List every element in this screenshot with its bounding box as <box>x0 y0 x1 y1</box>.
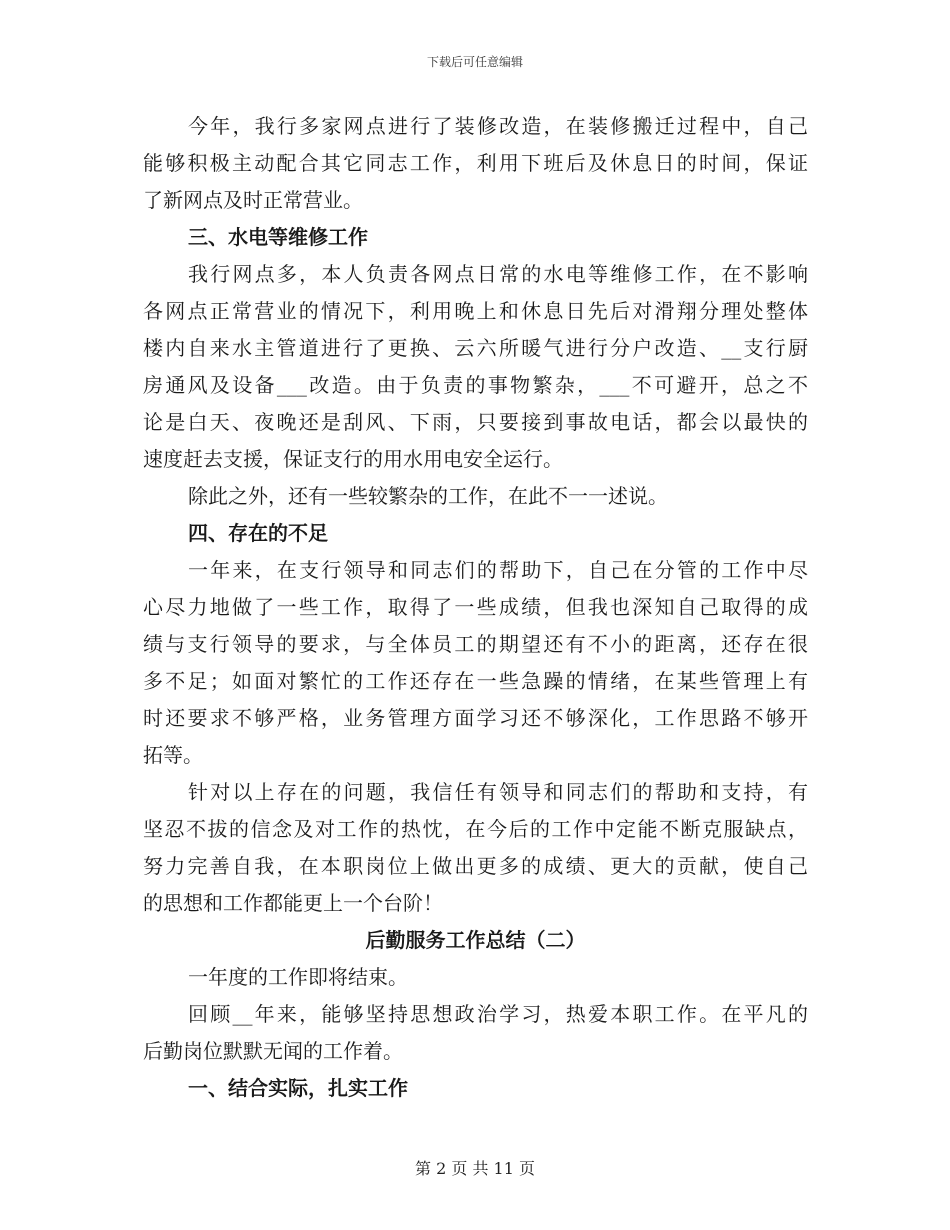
paragraph-line: 房通风及设备___改造。由于负责的事物繁杂，___不可避开，总之不 <box>143 373 808 397</box>
paragraph-line: 时还要求不够严格，业务管理方面学习还不够深化，工作思路不够开 <box>143 706 808 730</box>
paragraph-single-line: 一年度的工作即将结束。 <box>188 965 408 989</box>
paragraph-line: 绩与支行领导的要求，与全体员工的期望还有不小的距离，还存在很 <box>143 632 808 656</box>
paragraph-line: 能够积极主动配合其它同志工作，利用下班后及休息日的时间，保证 <box>143 151 808 175</box>
paragraph-last-line: 速度赶去支援，保证支行的用水用电安全运行。 <box>143 447 563 471</box>
paragraph-line: 多不足；如面对繁忙的工作还存在一些急躁的情绪，在某些管理上有 <box>143 669 808 693</box>
paragraph-line: 各网点正常营业的情况下，利用晚上和休息日先后对滑翔分理处整体 <box>143 299 808 323</box>
section-heading: 一、结合实际，扎实工作 <box>188 1076 408 1100</box>
page-footer: 第 2 页 共 11 页 <box>415 1159 535 1178</box>
paragraph-last-line: 拓等。 <box>143 743 203 767</box>
paragraph-last-line: 了新网点及时正常营业。 <box>143 188 363 212</box>
paragraph-line: 心尽力地做了一些工作，取得了一些成绩，但我也深知自己取得的成 <box>143 595 808 619</box>
paragraph-first-line: 我行网点多，本人负责各网点日常的水电等维修工作，在不影响 <box>188 262 808 286</box>
paragraph-line: 楼内自来水主管道进行了更换、云六所暖气进行分户改造、__支行厨 <box>143 336 808 360</box>
paragraph-first-line: 回顾__年来，能够坚持思想政治学习，热爱本职工作。在平凡的 <box>188 1002 808 1026</box>
paragraph-last-line: 的思想和工作都能更上一个台阶！ <box>143 891 443 915</box>
page-header: 下载后可任意编辑 <box>426 55 523 69</box>
section-heading: 四、存在的不足 <box>188 521 328 545</box>
paragraph-line: 坚忍不拔的信念及对工作的热忱，在今后的工作中定能不断克服缺点， <box>143 817 808 841</box>
paragraph-last-line: 后勤岗位默默无闻的工作着。 <box>143 1039 403 1063</box>
paragraph-single-line: 除此之外，还有一些较繁杂的工作，在此不一一述说。 <box>188 484 668 508</box>
paragraph-first-line: 一年来，在支行领导和同志们的帮助下，自己在分管的工作中尽 <box>188 558 808 582</box>
document-title: 后勤服务工作总结（二） <box>365 928 586 952</box>
section-heading: 三、水电等维修工作 <box>188 225 368 249</box>
paragraph-first-line: 针对以上存在的问题，我信任有领导和同志们的帮助和支持，有 <box>188 780 808 804</box>
paragraph-line: 论是白天、夜晚还是刮风、下雨，只要接到事故电话，都会以最快的 <box>143 410 808 434</box>
paragraph-line: 努力完善自我，在本职岗位上做出更多的成绩、更大的贡献，使自己 <box>143 854 808 878</box>
document-body <box>143 108 808 1107</box>
paragraph-first-line: 今年，我行多家网点进行了装修改造，在装修搬迁过程中，自己 <box>188 114 808 138</box>
